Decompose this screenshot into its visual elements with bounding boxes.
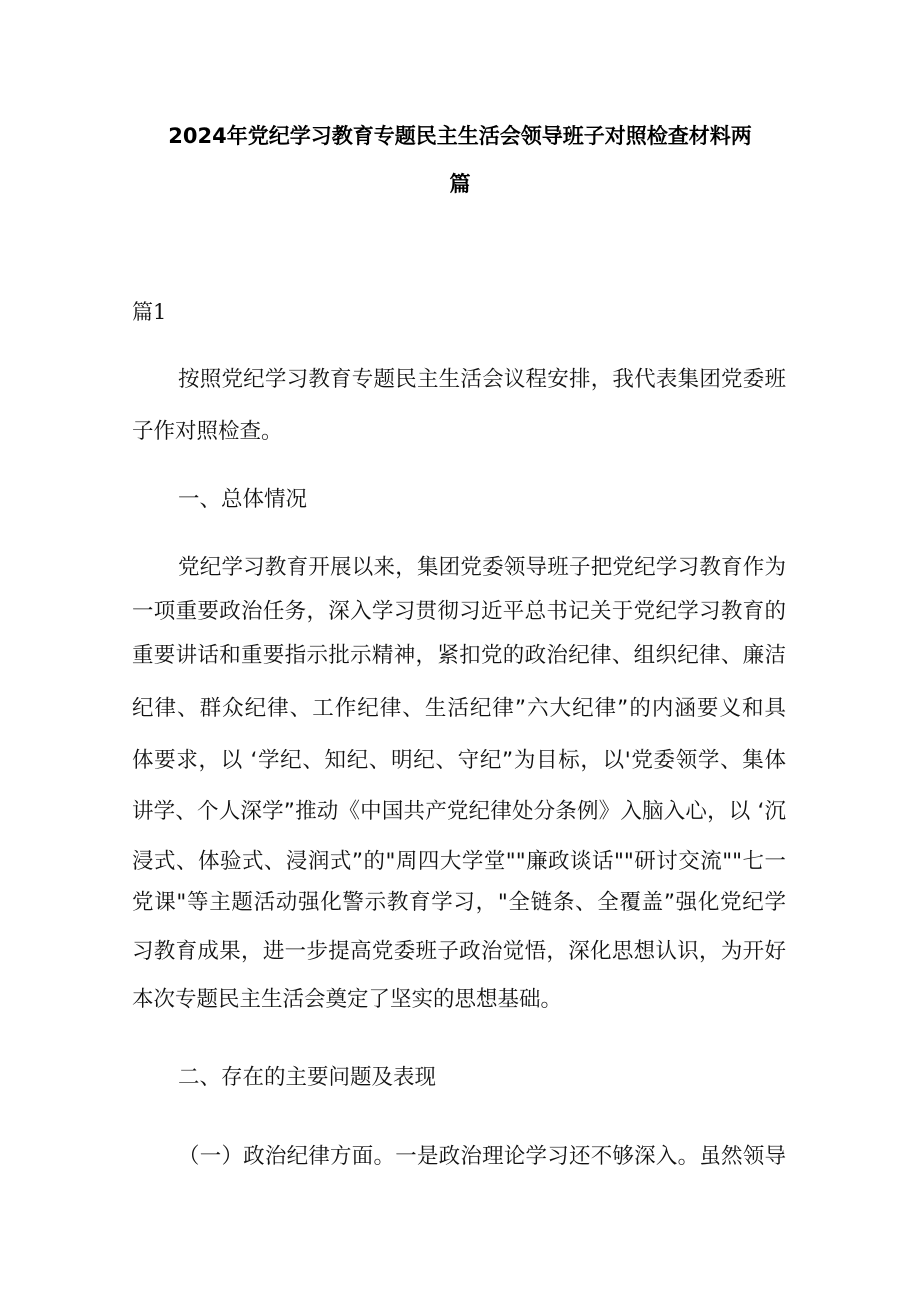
section1-line: 习教育成果，进一步提高党委班子政治觉悟，深化思想认识，为开好 <box>132 939 786 964</box>
section2-heading: 二、存在的主要问题及表现 <box>178 1065 437 1090</box>
intro-paragraph-line1: 按照党纪学习教育专题民主生活会议程安排，我代表集团党委班 <box>178 367 786 392</box>
section1-line: 纪律、群众纪律、工作纪律、生活纪律”六大纪律”的内涵要义和具 <box>132 696 786 721</box>
document-title-line2: 篇 <box>449 172 471 196</box>
document-title-line1: 2024年党纪学习教育专题民主生活会领导班子对照检查材料两 <box>168 124 752 148</box>
section1-line: 体要求，以 ‘学纪、知纪、明纪、守纪”为目标，以'党委领学、集体 <box>132 748 786 773</box>
intro-paragraph-line2: 子作对照检查。 <box>132 419 283 444</box>
part-label: 篇1 <box>132 300 167 324</box>
section2-line: （一）政治纪律方面。一是政治理论学习还不够深入。虽然领导 <box>178 1144 786 1169</box>
section1-line: 重要讲话和重要指示批示精神，紧扣党的政治纪律、组织纪律、廉洁 <box>132 643 786 668</box>
section1-line: 党课"等主题活动强化警示教育学习，"全链条、全覆盖”强化党纪学 <box>132 890 786 915</box>
section1-line: 一项重要政治任务，深入学习贯彻习近平总书记关于党纪学习教育的 <box>132 599 786 624</box>
section1-line: 党纪学习教育开展以来，集团党委领导班子把党纪学习教育作为 <box>178 555 786 580</box>
section1-line: 本次专题民主生活会奠定了坚实的思想基础。 <box>132 987 563 1012</box>
section1-line: 浸式、体验式、浸润式”的"周四大学堂""廉政谈话""研讨交流""七一 <box>132 849 786 874</box>
section1-heading: 一、总体情况 <box>178 487 308 512</box>
section1-line: 讲学、个人深学”推动《中国共产党纪律处分条例》入脑入心，以 ‘沉 <box>132 799 786 824</box>
